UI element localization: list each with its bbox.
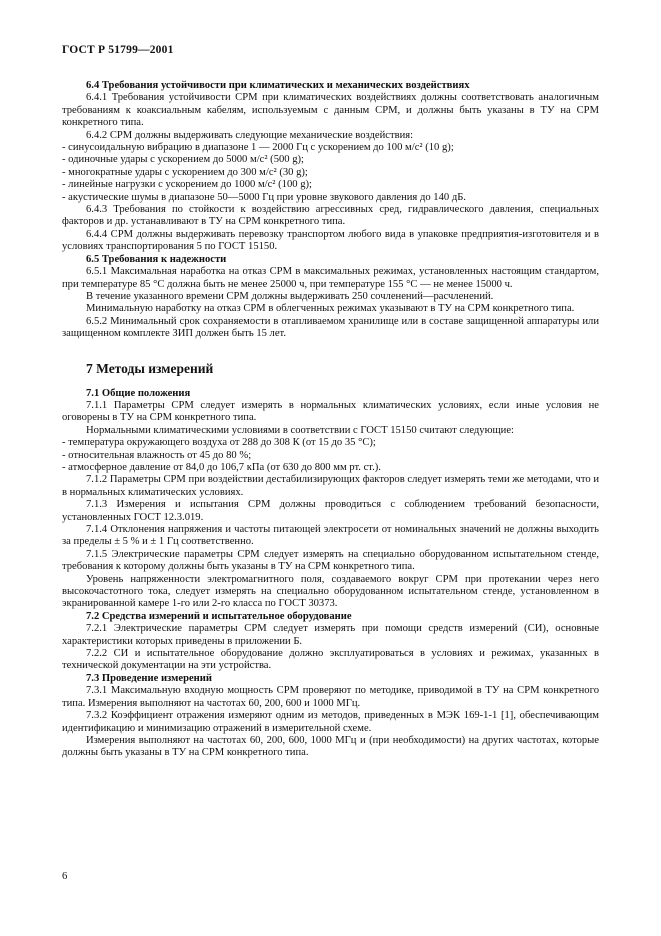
list-item: - многократные удары с ускорением до 300 м/с² (30 g); (62, 166, 308, 178)
subsection-heading: 6.5 Требования к надежности (86, 253, 227, 265)
subsection-heading: 6.4 Требования устойчивости при климатических и механических воздействиях (86, 80, 470, 91)
list-item: - температура окружающего воздуха от 288 до 308 К (от 15 до 35 °С); (62, 437, 376, 449)
subsection-heading: 7.2 Средства измерений и испытательное оборудование (86, 610, 352, 622)
paragraph: 7.1.5 Электрические параметры СРМ следует измерять на специально оборудованном испытательном стенде, требования к которому должны быть указаны в ТУ на СРМ конкретного типа. (62, 548, 599, 573)
paragraph: Измерения выполняют на частотах 60, 200, 600, 1000 МГц и (при необходимости) на других частотах, которые должны быть указаны в ТУ на СРМ конкретного типа. (62, 734, 599, 759)
list-item: - атмосферное давление от 84,0 до 106,7 кПа (от 630 до 800 мм рт. ст.). (62, 461, 381, 473)
paragraph: 6.4.4 СРМ должны выдерживать перевозку транспортом любого вида в упаковке предприятия-изготовителя и в условиях транспортирования 5 по ГОСТ 15150. (62, 228, 599, 253)
list-item: - одиночные удары с ускорением до 5000 м/с² (500 g); (62, 154, 304, 166)
paragraph: 7.1.2 Параметры СРМ при воздействии дестабилизирующих факторов следует измерять теми же методами, что и в нормальных климатических условиях. (62, 474, 599, 498)
paragraph: 7.1.4 Отклонения напряжения и частоты питающей электросети от номинальных значений не должны выходить за пределы ± 5 % и ± 1 Гц соответственно. (62, 524, 599, 548)
paragraph: Нормальными климатическими условиями в соответствии с ГОСТ 15150 считают следующие: (86, 424, 514, 436)
paragraph: 7.1.1 Параметры СРМ следует измерять в нормальных климатических условиях, если иные условия не оговорены в ТУ на СРМ конкретного типа. (62, 399, 599, 424)
section-heading: 7 Методы измерений (86, 360, 214, 376)
paragraph: 6.5.2 Минимальный срок сохраняемости в отапливаемом хранилище или в составе защищенной аппаратуры или защищенном комплекте ЗИП должен быть 15 лет. (62, 315, 599, 340)
paragraph: 7.2.1 Электрические параметры СРМ следует измерять при помощи средств измерений (СИ), основные характеристики которых приведены в приложении Б. (62, 623, 599, 647)
list-item: - относительная влажность от 45 до 80 %; (62, 449, 252, 461)
paragraph: 6.4.1 Требования устойчивости СРМ при климатических воздействиях должны соответствовать аналогичным требованиям к коаксиальным кабелям, используемым с данным СРМ, и должны быть указаны в ТУ на СРМ конкретного типа. (62, 92, 599, 129)
document-body (62, 80, 599, 760)
document-header: ГОСТ Р 51799—2001 (62, 44, 174, 56)
paragraph: 6.4.3 Требования по стойкости к воздействию агрессивных сред, гидравлического давления, специальных факторов и др. устанавливают в ТУ на СРМ конкретного типа. (62, 204, 599, 228)
page-number: 6 (62, 871, 68, 882)
subsection-heading: 7.1 Общие положения (86, 387, 191, 399)
list-item: - линейные нагрузки с ускорением до 1000 м/с² (100 g); (62, 179, 312, 191)
paragraph: Уровень напряженности электромагнитного поля, создаваемого вокруг СРМ при протекании через него высокочастотного тока, следует измерять на специально оборудованном испытательном стенде, установленном в экранированной камере 1-го или 2-го класса по ГОСТ 30373. (62, 573, 599, 610)
paragraph: 7.1.3 Измерения и испытания СРМ должны проводиться с соблюдением требований безопасности, установленных ГОСТ 12.3.019. (62, 499, 599, 523)
paragraph: 6.5.1 Максимальная наработка на отказ СРМ в максимальных режимах, установленных настоящим стандартом, при температуре 85 °С должна быть не менее 25000 ч, при температуре 155 °С — не менее 15000 ч. (62, 266, 599, 290)
list-item: - акустические шумы в диапазоне 50—5000 Гц при уровне звукового давления до 140 дБ. (62, 191, 466, 203)
paragraph: 7.3.2 Коэффициент отражения измеряют одним из методов, приведенных в МЭК 169-1-1 [1], обеспечивающим идентификацию и минимизацию отражений в измерительной схеме. (62, 710, 599, 734)
paragraph: 6.4.2 СРМ должны выдерживать следующие механические воздействия: (86, 129, 414, 141)
subsection-heading: 7.3 Проведение измерений (86, 672, 212, 684)
paragraph: В течение указанного времени СРМ должны выдерживать 250 сочленений—расчленений. (86, 290, 494, 302)
paragraph: 7.3.1 Максимальную входную мощность СРМ проверяют по методике, приводимой в ТУ на СРМ конкретного типа. Измерения выполняют на частотах 60, 200, 600 и 1000 МГц. (62, 685, 599, 709)
paragraph: 7.2.2 СИ и испытательное оборудование должно эксплуатироваться в условиях и режимах, указанных в технической документации на эти устройства. (62, 648, 599, 672)
list-item: - синусоидальную вибрацию в диапазоне 1 — 2000 Гц с ускорением до 100 м/с² (10 g); (62, 142, 454, 154)
paragraph: Минимальную наработку на отказ СРМ в облегченных режимах указывают в ТУ на СРМ конкретного типа. (86, 303, 575, 315)
